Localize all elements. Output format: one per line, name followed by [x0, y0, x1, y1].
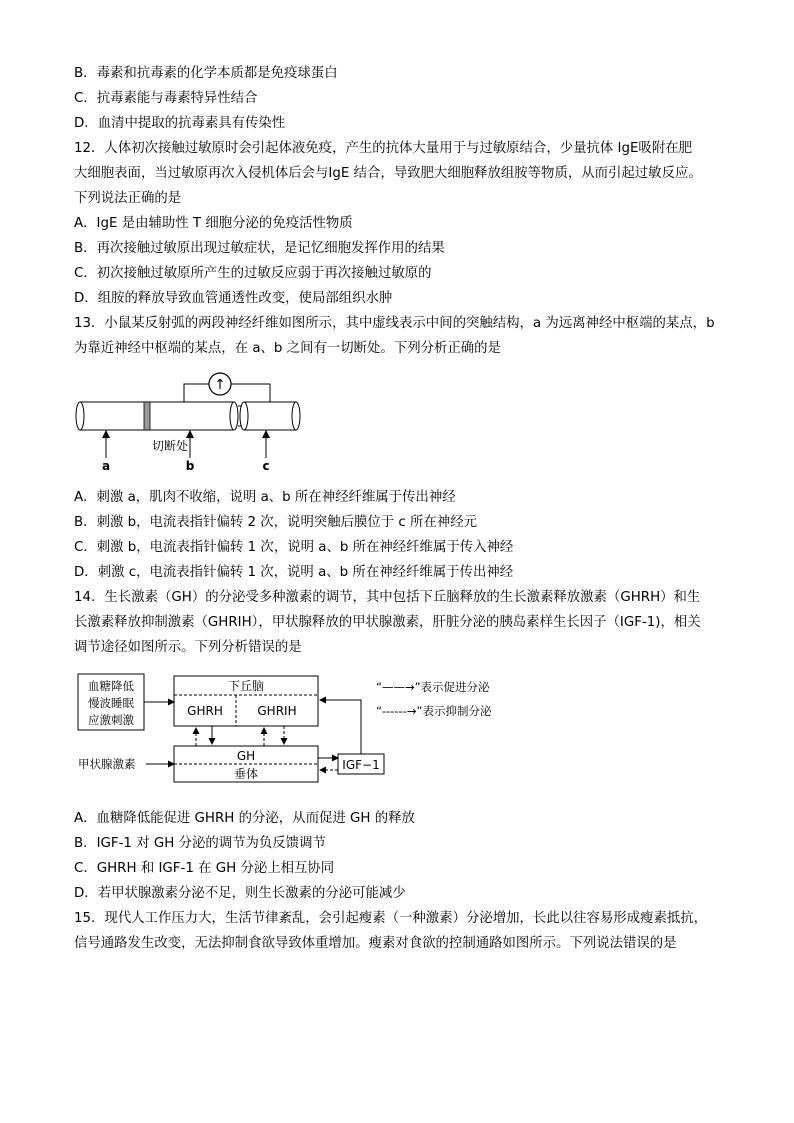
question-13-line-2: 为靠近神经中枢端的某点，在 a、b 之间有一切断处。下列分析正确的是	[74, 341, 501, 356]
option-14-b: B．IGF-1 对 GH 分泌的调节为负反馈调节	[74, 836, 326, 851]
gh-label: GH	[236, 749, 256, 763]
question-15-line-1: 15．现代人工作压力大，生活节律紊乱，会引起瘦素（一种激素）分泌增加，长此以往容易形成瘦素抵抗，	[74, 911, 708, 926]
point-c-label: c	[262, 459, 270, 473]
option-12-d: D．组胺的释放导致血管通透性改变，使局部组织水肿	[74, 291, 393, 306]
igf-1-label: IGF−1	[342, 758, 380, 772]
stimulus-slow-wave-sleep: 慢波睡眠	[88, 696, 134, 710]
legend-promote: “——→”表示促进分泌	[376, 680, 490, 694]
hypothalamus-label: 下丘脑	[227, 679, 265, 693]
option-11-c: C．抗毒素能与毒素特异性结合	[74, 91, 258, 106]
question-12-line-2: 大细胞表面，当过敏原再次入侵机体后会与IgE 结合，导致肥大细胞释放组胺等物质，从而引起过敏反应。	[74, 166, 702, 181]
option-12-a: A．IgE 是由辅助性 T 细胞分泌的免疫活性物质	[74, 216, 353, 231]
option-11-b: B．毒素和抗毒素的化学本质都是免疫球蛋白	[74, 66, 338, 81]
thyroid-hormone-label: 甲状腺激素	[78, 757, 136, 771]
question-12-line-1: 12．人体初次接触过敏原时会引起体液免疫，产生的抗体大量用于与过敏原结合，少量抗体 IgE吸附在肥	[74, 141, 692, 156]
meter-needle-glyph: ↑	[214, 377, 226, 393]
option-14-a: A．血糖降低能促进 GHRH 的分泌，从而促进 GH 的释放	[74, 811, 415, 826]
ghrh-label: GHRH	[187, 704, 223, 718]
ghrih-label: GHRIH	[257, 704, 297, 718]
stimulus-stress: 应激刺激	[88, 713, 134, 727]
option-11-d: D．血清中提取的抗毒素具有传染性	[74, 116, 286, 131]
nerve-fiber-diagram	[74, 370, 314, 475]
point-a-label: a	[101, 459, 111, 473]
cut-label: 切断处	[152, 439, 189, 453]
legend-inhibit: “------→”表示抑制分泌	[376, 704, 492, 718]
option-13-b: B．刺激 b，电流表指针偏转 2 次，说明突触后膜位于 c 所在神经元	[74, 515, 478, 530]
option-14-c: C．GHRH 和 IGF-1 在 GH 分泌上相互协同	[74, 861, 335, 876]
option-12-c: C．初次接触过敏原所产生的过敏反应弱于再次接触过敏原的	[74, 266, 432, 281]
option-14-d: D．若甲状腺激素分泌不足，则生长激素的分泌可能减少	[74, 886, 406, 901]
point-b-label: b	[185, 459, 195, 473]
question-14-line-2: 长激素释放抑制激素（GHRIH），甲状腺释放的甲状腺激素，肝脏分泌的胰岛素样生长因子（IGF-1)，相关	[74, 615, 701, 630]
stimulus-blood-sugar: 血糖降低	[88, 679, 134, 693]
question-14-line-3: 调节途径如图所示。下列分析错误的是	[74, 640, 302, 655]
question-13-line-1: 13．小鼠某反射弧的两段神经纤维如图所示，其中虚线表示中间的突触结构，a 为远离神经中枢端的某点，b	[74, 316, 715, 331]
pituitary-label: 垂体	[233, 767, 259, 781]
option-13-c: C．刺激 b，电流表指针偏转 1 次，说明 a、b 所在神经纤维属于传入神经	[74, 540, 514, 555]
option-12-b: B．再次接触过敏原出现过敏症状，是记忆细胞发挥作用的结果	[74, 241, 445, 256]
gh-regulation-diagram	[74, 670, 524, 785]
question-15-line-2: 信号通路发生改变，无法抑制食欲导致体重增加。瘦素对食欲的控制通路如图所示。下列说法错误的是	[74, 936, 677, 951]
question-14-line-1: 14．生长激素（GH）的分泌受多种激素的调节，其中包括下丘脑释放的生长激素释放激素（GHRH）和生	[74, 590, 701, 605]
option-13-d: D．刺激 c，电流表指针偏转 1 次，说明 a、b 所在神经纤维属于传出神经	[74, 565, 514, 580]
option-13-a: A．刺激 a，肌肉不收缩，说明 a、b 所在神经纤维属于传出神经	[74, 490, 456, 505]
question-12-line-3: 下列说法正确的是	[74, 191, 182, 206]
